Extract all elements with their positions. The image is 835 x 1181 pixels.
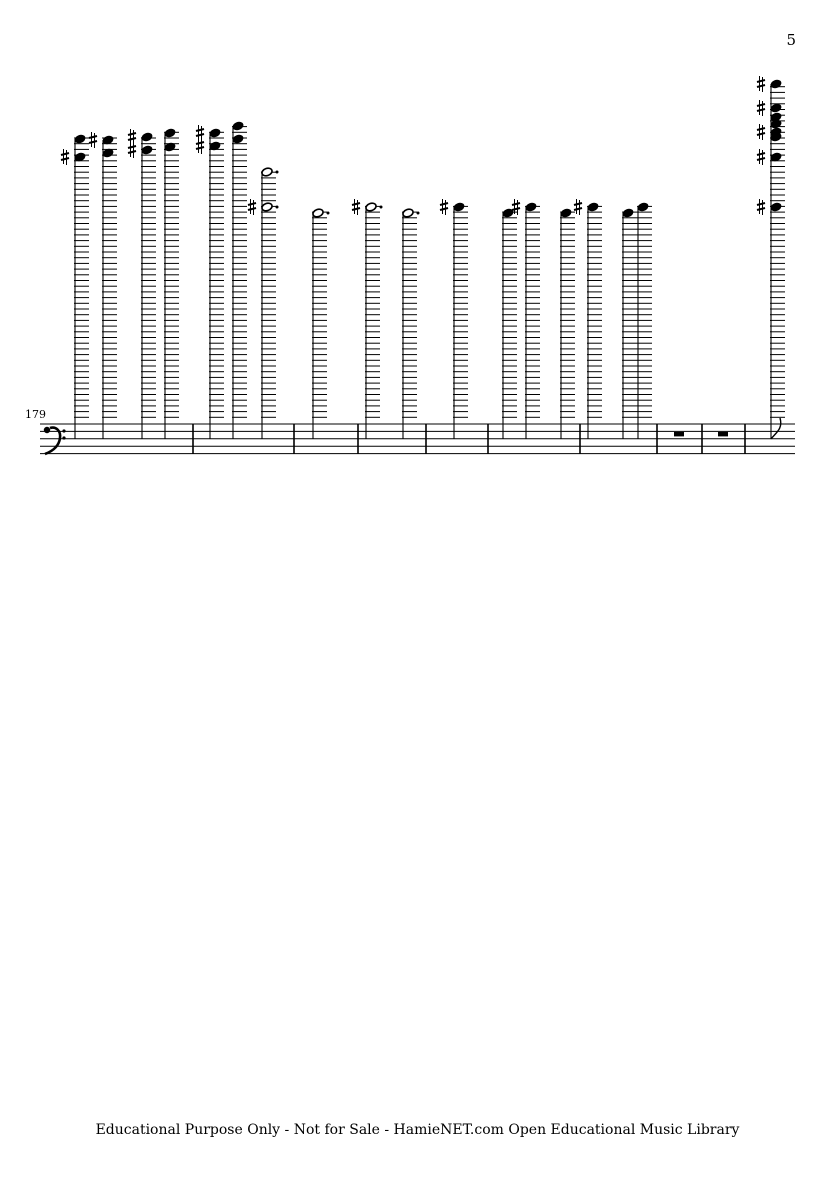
note-chord bbox=[164, 128, 179, 439]
notehead bbox=[261, 167, 273, 177]
note-chord bbox=[637, 202, 652, 439]
whole-rest-icon bbox=[718, 432, 728, 437]
sharp-icon bbox=[757, 149, 765, 165]
augmentation-dot bbox=[417, 212, 420, 215]
notehead bbox=[312, 208, 324, 218]
sharp-icon bbox=[757, 199, 765, 215]
sharp-icon bbox=[89, 132, 97, 148]
note-chord bbox=[352, 199, 383, 439]
notehead bbox=[209, 128, 221, 138]
sharp-icon bbox=[128, 142, 136, 158]
notehead bbox=[622, 208, 634, 218]
note-chord bbox=[574, 199, 602, 439]
sharp-icon bbox=[128, 129, 136, 145]
note-chord bbox=[622, 208, 637, 439]
notehead bbox=[402, 208, 414, 218]
note-chord bbox=[757, 76, 785, 439]
notehead bbox=[770, 119, 782, 129]
note-chord bbox=[232, 121, 247, 439]
note-chord bbox=[312, 208, 330, 439]
notehead bbox=[261, 202, 273, 212]
notehead bbox=[587, 202, 599, 212]
sharp-icon bbox=[757, 100, 765, 116]
augmentation-dot bbox=[276, 171, 279, 174]
notehead bbox=[232, 121, 244, 131]
notehead bbox=[525, 202, 537, 212]
notehead bbox=[770, 202, 782, 212]
notehead bbox=[637, 202, 649, 212]
sharp-icon bbox=[196, 125, 204, 141]
note-chord bbox=[61, 134, 89, 439]
page-number: 5 bbox=[786, 31, 796, 49]
footer-copyright: Educational Purpose Only - Not for Sale - HamieNET.com Open Educational Music Library bbox=[95, 1122, 740, 1138]
augmentation-dot bbox=[276, 206, 279, 209]
notehead bbox=[453, 202, 465, 212]
notehead bbox=[164, 128, 176, 138]
augmentation-dot bbox=[327, 212, 330, 215]
note-chord bbox=[402, 208, 420, 439]
augmentation-dot bbox=[380, 206, 383, 209]
measure-number: 179 bbox=[25, 408, 46, 421]
sharp-icon bbox=[352, 199, 360, 215]
note-chord bbox=[440, 199, 468, 439]
notehead bbox=[141, 132, 153, 142]
sharp-icon bbox=[440, 199, 448, 215]
sharp-icon bbox=[248, 199, 256, 215]
note-flag bbox=[771, 418, 781, 439]
sharp-icon bbox=[196, 138, 204, 154]
rests bbox=[674, 432, 728, 437]
notehead bbox=[560, 208, 572, 218]
staff-lines bbox=[40, 424, 795, 454]
whole-rest-icon bbox=[674, 432, 684, 437]
notehead bbox=[141, 145, 153, 155]
sharp-icon bbox=[574, 199, 582, 215]
notehead bbox=[74, 134, 86, 144]
sharp-icon bbox=[757, 76, 765, 92]
note-chord bbox=[248, 167, 279, 439]
bass-clef-icon bbox=[44, 427, 66, 454]
notes bbox=[61, 76, 785, 439]
note-chord bbox=[196, 125, 224, 439]
note-chord bbox=[502, 208, 517, 439]
notehead bbox=[232, 134, 244, 144]
note-chord bbox=[89, 132, 117, 439]
sharp-icon bbox=[61, 149, 69, 165]
notehead bbox=[770, 103, 782, 113]
note-chord bbox=[560, 208, 575, 439]
notehead bbox=[770, 79, 782, 89]
notehead bbox=[365, 202, 377, 212]
sharp-icon bbox=[757, 124, 765, 140]
note-chord bbox=[128, 129, 156, 439]
